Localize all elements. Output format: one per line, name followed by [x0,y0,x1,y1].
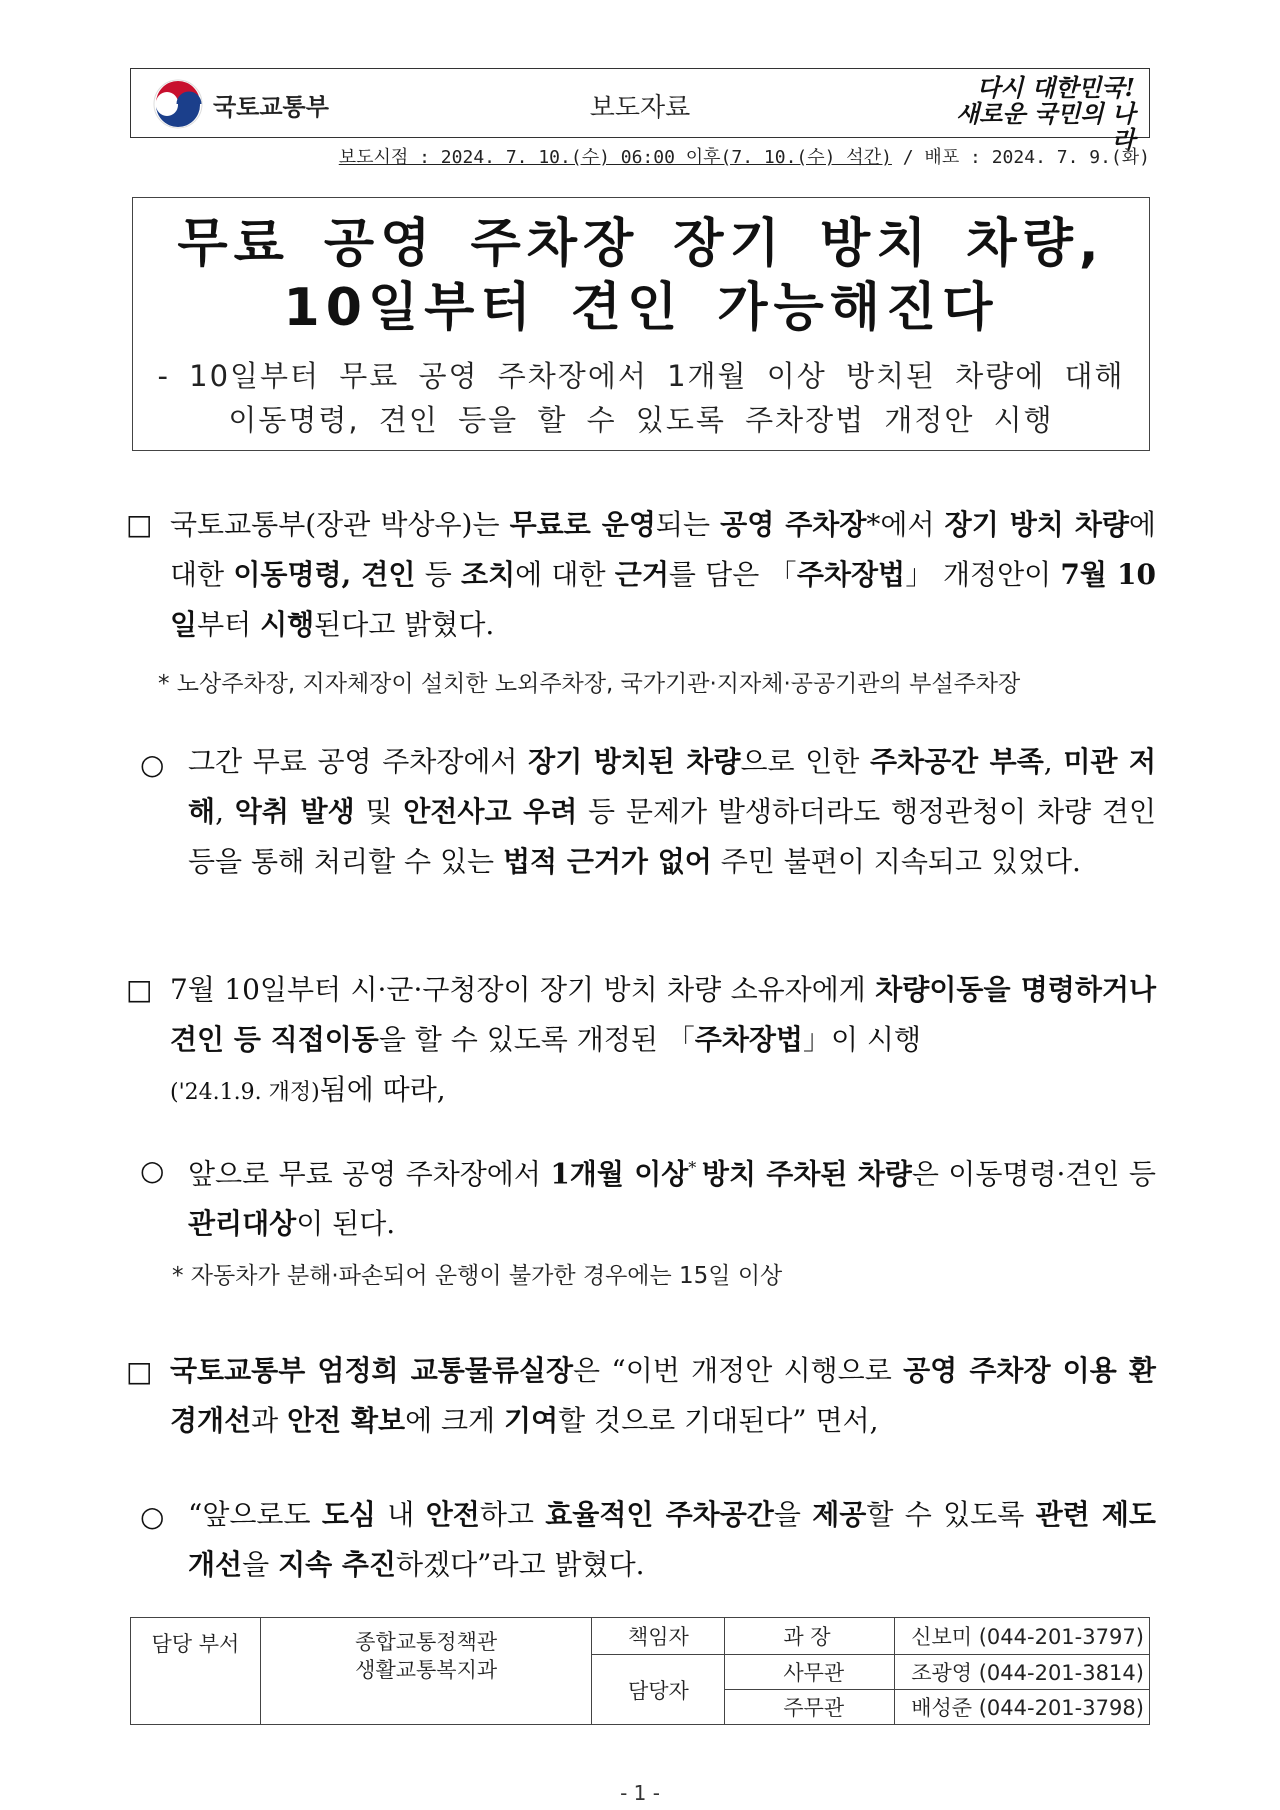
box-bullet-2: □ [126,973,153,1006]
text: 국토교통부(장관 박상우)는 [170,508,510,541]
text: 을 [242,1548,279,1581]
embargo-time: 보도시점 : 2024. 7. 10.(수) 06:00 이후(7. 10.(수) 석간) [338,147,892,168]
contact-role: 사무관 [725,1655,895,1690]
text: 으로 인한 [740,745,870,778]
paragraph-6 [188,1490,1156,1590]
contact-role: 과 장 [725,1618,895,1655]
text: 부터 [197,608,261,641]
text: 주차장법 [796,558,906,591]
text: 할 것으로 기대된다” 면서, [558,1404,879,1437]
text: 효율적인 주차공간 [545,1498,774,1531]
text: 을 [773,1498,813,1531]
text: 를 담은 「 [668,558,797,591]
text: 에 대한 [170,508,1156,591]
text: 무료로 운영 [509,508,656,541]
headline-line-2: 10일부터 견인 가능해진다 [283,278,999,338]
text: 에 크게 [405,1404,505,1437]
text: 차량이동을 명령하거나 견인 등 직접이동 [170,973,1157,1056]
circle-bullet-1: ○ [140,748,165,781]
text: 공영 주차장 이용 환경개선 [170,1354,1156,1437]
paragraph-2 [188,737,1156,887]
footnote-1: * 노상주차장, 지자체장이 설치한 노외주차장, 국가기관·지자체·공공기관의 부설주차장 [158,671,1021,697]
text: 조치 [461,558,516,591]
text: 안전 [425,1498,480,1531]
text: 등 문제가 발생하더라도 행정관청이 차량 견인 등을 통해 처리할 수 있는 [188,795,1156,878]
text: 」이 시행 [802,1023,922,1056]
text: 은 “이번 개정안 시행으로 [573,1354,904,1387]
text: 주차장법 [694,1023,803,1056]
text: , [1043,745,1064,778]
text: 되는 [655,508,721,541]
release-info [339,143,1150,169]
text: 그간 무료 공영 주차장에서 [188,745,529,778]
slogan-line-1: 다시 대한민국! [977,73,1135,102]
footnote-2: * 자동차가 분해·파손되어 운행이 불가한 경우에는 15일 이상 [172,1263,783,1289]
text: 을 할 수 있도록 개정된 「 [378,1023,695,1056]
text: 관련 제도 개선 [188,1498,1156,1581]
paragraph-3 [170,965,1156,1118]
text: 하겠다”라고 밝혔다. [396,1548,645,1581]
text: , [215,795,235,828]
circle-bullet-2: ○ [140,1154,165,1187]
text: 주민 불편이 지속되고 있었다. [711,845,1081,878]
text: 관리대상 [188,1207,297,1241]
box-bullet-3: □ [126,1355,153,1388]
org-line-1: 종합교통정책관 [355,1630,498,1654]
subheadline-line-2: 이동명령, 견인 등을 할 수 있도록 주차장법 개정안 시행 [228,403,1054,437]
responsible-label: 책임자 [592,1618,725,1655]
text: 미관 저해 [188,745,1156,828]
text: 7월 10일부터 시·군·구청장이 장기 방치 차량 소유자에게 [170,973,876,1006]
government-slogan [935,75,1135,153]
dept-org [260,1618,592,1725]
header-bar [130,68,1150,154]
text: *에서 [866,508,945,541]
text: 된다고 밝혔다. [314,608,495,641]
contact-name: 조광영 (044-201-3814) [895,1655,1150,1690]
text: 근거 [614,558,669,591]
text: 하고 [479,1498,546,1531]
headline-box [132,197,1150,451]
ministry-name: 국토교통부 [213,92,329,121]
text: 제공 [812,1498,867,1531]
paragraph-1 [170,500,1156,650]
text: 과 [251,1404,288,1437]
text: 시행 [260,608,315,641]
text: 1개월 이상 [550,1157,689,1191]
text: 7월 10일 [170,558,1156,641]
contact-name: 배성준 (044-201-3798) [895,1690,1150,1725]
slogan-line-2: 새로운 국민의 나라 [956,99,1135,154]
contact-name: 신보미 (044-201-3797) [895,1618,1150,1655]
page-number: - 1 - [620,1781,660,1805]
text: 등 [415,558,462,591]
contact-table [130,1617,1150,1725]
text: 내 [375,1498,426,1531]
text: 할 수 있도록 [866,1498,1036,1531]
circle-bullet-3: ○ [140,1500,165,1533]
text: 에 대한 [515,558,615,591]
text: ('24.1.9. 개정) [170,1080,320,1105]
paragraph-4 [188,1143,1156,1249]
distribution-date: / 배포 : 2024. 7. 9.(화) [891,147,1150,168]
dept-label: 담당 부서 [131,1618,261,1725]
text: 및 [354,795,404,828]
text: 이동명령, 견인 [233,558,416,591]
text: 됨에 따라, [319,1073,446,1106]
subheadline-line-1: - 10일부터 무료 공영 주차장에서 1개월 이상 방치된 차량에 대해 [157,359,1125,393]
text: 법적 근거가 없어 [502,845,712,878]
text: 국토교통부 엄정희 교통물류실장 [170,1354,574,1387]
contact-role: 주무관 [725,1690,895,1725]
text: 안전사고 우려 [403,795,578,828]
text: “앞으로도 [188,1498,322,1531]
text: 주차공간 부족 [869,745,1044,778]
text: 지속 추진 [278,1548,397,1581]
text: 방치 주차된 차량 [701,1157,912,1191]
text: 공영 주차장 [720,508,867,541]
box-bullet-1: □ [126,508,153,541]
org-line-2: 생활교통복지과 [355,1658,498,1682]
text: * [688,1158,702,1177]
doc-type-label: 보도자료 [589,93,691,123]
staff-label: 담당자 [592,1655,725,1725]
text: 이 된다. [296,1207,396,1241]
text: 안전 확보 [287,1404,406,1437]
text: 도심 [321,1498,376,1531]
text: 은 이동명령·견인 등 [911,1157,1156,1191]
text: 장기 방치 차량 [944,508,1129,541]
text: 앞으로 무료 공영 주차장에서 [188,1157,551,1191]
headline-line-1: 무료 공영 주차장 장기 방치 차량, [177,214,1105,274]
text: 기여 [504,1404,559,1437]
text: 장기 방치된 차량 [528,745,741,778]
text: 악취 발생 [234,795,355,828]
text: 」 개정안이 [905,558,1061,591]
paragraph-5 [170,1346,1156,1446]
